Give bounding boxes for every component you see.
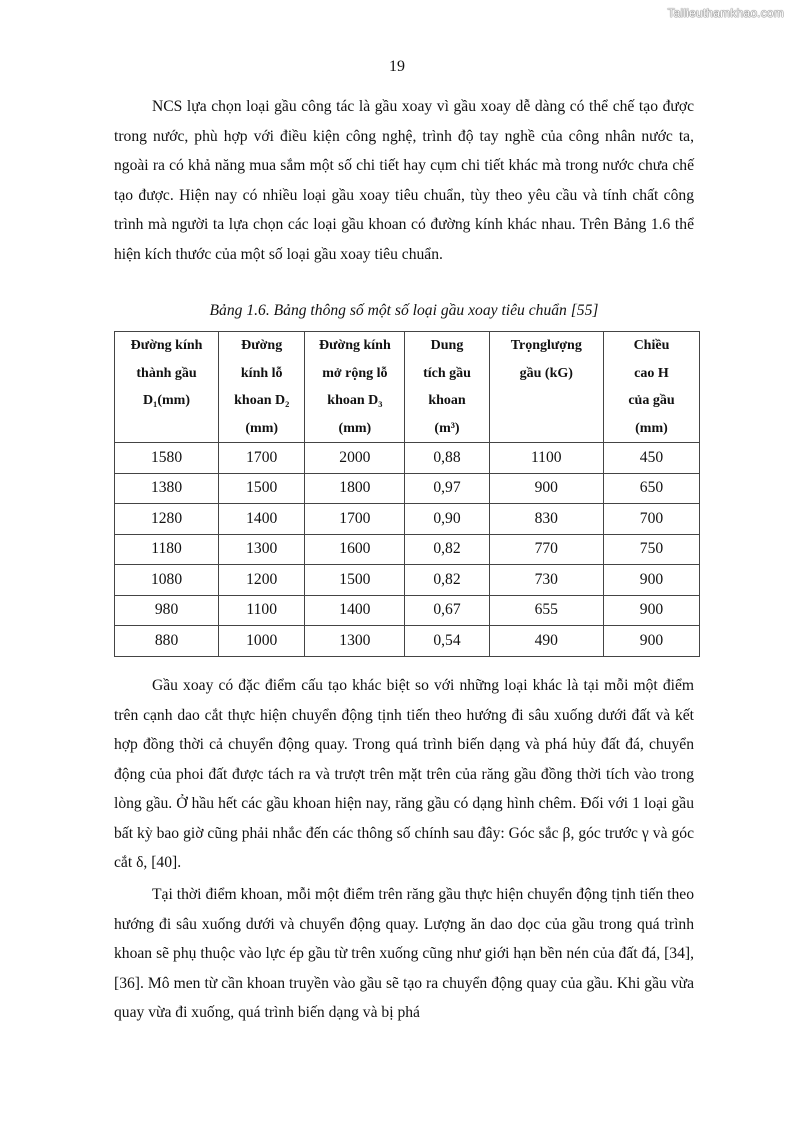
table-cell: 1580 [115,443,219,474]
table-cell: 1300 [305,626,405,657]
table-cell: 1600 [305,534,405,565]
table-cell: 770 [489,534,603,565]
table-cell: 1300 [219,534,305,565]
table-cell: 1080 [115,565,219,596]
table-cell: 900 [489,473,603,504]
table-caption: Bảng 1.6. Bảng thông số một số loại gầu xoay tiêu chuẩn [55] [209,302,599,319]
table-cell: 0,82 [405,534,489,565]
table-cell: 900 [603,565,699,596]
table-cell: 750 [603,534,699,565]
header-cell-diameter-wall: Đường kính thành gầu D₁(mm) [115,332,219,443]
table-cell: 0,82 [405,565,489,596]
table-row [115,473,700,504]
table-cell: 730 [489,565,603,596]
table-header-row [115,332,700,443]
paragraph-rotary-bucket-features: Gầu xoay có đặc điểm cấu tạo khác biệt so với những loại khác là tại mỗi một điểm trên cạnh dao cắt thực hiện chuyển động tịnh tiến theo hướng đi sâu xuống dưới đất và kết hợp đồng thời cả chuyển động quay. Trong quá trình biến dạng và phá hủy đất đá, chuyển động của phoi đất được tách ra và trượt trên mặt trên của răng gầu đồng thời tích vào trong lòng gầu. Ở hầu hết các gầu khoan hiện nay, răng gầu có dạng hình chêm. Đối với 1 loại gầu bất kỳ bao giờ cũng phải nhắc đến các thông số chính sau đây: Góc sắc β, góc trước γ và góc cắt δ, [40]. [114,677,694,871]
table-cell: 0,90 [405,504,489,535]
table-cell: 0,54 [405,626,489,657]
table-cell: 1100 [489,443,603,474]
table-row [115,504,700,535]
table-cell: 830 [489,504,603,535]
header-cell-weight: Trọnglượng gầu (kG) [489,332,603,443]
table-cell: 1100 [219,595,305,626]
table-cell: 650 [603,473,699,504]
table-cell: 980 [115,595,219,626]
table-cell: 0,88 [405,443,489,474]
paragraph-drilling-motion: Tại thời điểm khoan, mỗi một điểm trên răng gầu thực hiện chuyển động tịnh tiến theo hướng đi sâu xuống dưới và chuyển động quay. Lượng ăn dao dọc của gầu trong quá trình khoan sẽ phụ thuộc vào lực ép gầu từ trên xuống cũng như giới hạn bền nén của đất đá, [34], [36]. Mô men từ cần khoan truyền vào gầu sẽ tạo ra chuyển động quay của gầu. Khi gầu vừa quay vừa đi xuống, quá trình biến dạng và bị phá [114,886,694,1021]
table-cell: 1200 [219,565,305,596]
header-cell-capacity: Dung tích gầu khoan (m³) [405,332,489,443]
table-cell: 1000 [219,626,305,657]
table-row [115,565,700,596]
table-cell: 2000 [305,443,405,474]
table-cell: 1280 [115,504,219,535]
table-cell: 1700 [305,504,405,535]
header-cell-hole-diameter: Đường kính lỗ khoan D₂ (mm) [219,332,305,443]
table-cell: 1500 [305,565,405,596]
table-row [115,534,700,565]
table-cell: 1800 [305,473,405,504]
table-cell: 1380 [115,473,219,504]
header-cell-height: Chiều cao H của gầu (mm) [603,332,699,443]
table-cell: 655 [489,595,603,626]
spec-table [114,331,700,657]
table-cell: 1400 [305,595,405,626]
table-row [115,443,700,474]
table-cell: 1400 [219,504,305,535]
table-cell: 0,67 [405,595,489,626]
page-number: 19 [389,58,405,75]
table-cell: 1180 [115,534,219,565]
table-cell: 1500 [219,473,305,504]
table-cell: 700 [603,504,699,535]
table-cell: 880 [115,626,219,657]
table-cell: 900 [603,595,699,626]
table-row [115,595,700,626]
table-cell: 1700 [219,443,305,474]
table-cell: 0,97 [405,473,489,504]
table-cell: 450 [603,443,699,474]
table-cell: 490 [489,626,603,657]
watermark: Tailieuthamkhao.com [667,6,784,20]
table-cell: 900 [603,626,699,657]
paragraph-intro: NCS lựa chọn loại gầu công tác là gầu xoay vì gầu xoay dễ dàng có thể chế tạo được trong nước, phù hợp với điều kiện công nghệ, trình độ tay nghề của công nhân nước ta, ngoài ra có khả năng mua sắm một số chi tiết hay cụm chi tiết khác mà trong nước chưa chế tạo được. Hiện nay có nhiều loại gầu xoay tiêu chuẩn, tùy theo yêu cầu và tính chất công trình mà người ta lựa chọn các loại gầu khoan có đường kính khác nhau. Trên Bảng 1.6 thể hiện kích thước của một số loại gầu xoay tiêu chuẩn. [114,98,694,263]
header-cell-expanded-diameter: Đường kính mở rộng lỗ khoan D₃ (mm) [305,332,405,443]
table-row [115,626,700,657]
